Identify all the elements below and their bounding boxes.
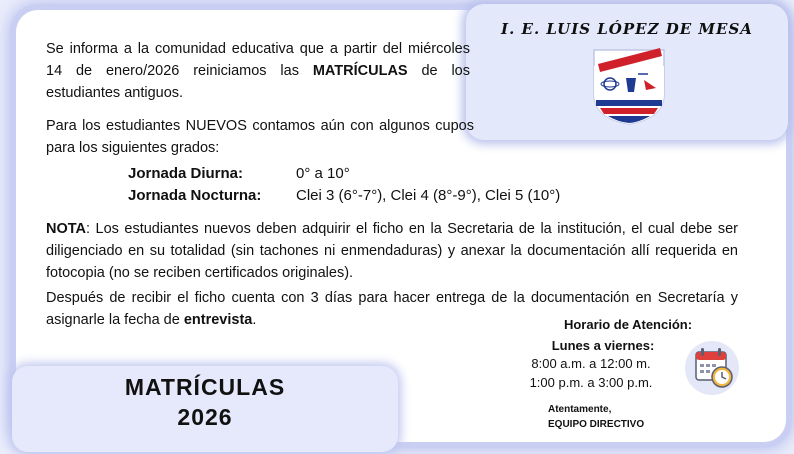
grade-row-nocturna — [128, 187, 261, 204]
new-students-paragraph: Para los estudiantes NUEVOS contamos aún con algunos cupos para los siguientes grados: — [46, 118, 474, 156]
grade-row-diurna — [128, 165, 243, 182]
school-name: I. E. LUIS LÓPEZ DE MESA — [501, 20, 753, 38]
grade-label: Jornada Nocturna: — [128, 187, 262, 204]
grade-value-diurna: 0° a 10° — [296, 165, 350, 182]
intro-paragraph: Se informa a la comunidad educativa que a partir del miércoles 14 de enero/2026 reiniciamos las MATRÍCULAS de los estudiantes antiguos. — [46, 41, 470, 101]
schedule-title: Horario de Atención: — [563, 317, 693, 332]
school-crest-logo — [590, 44, 668, 126]
calendar-clock-icon — [684, 340, 740, 396]
schedule-time-morning: 8:00 a.m. a 12:00 m. — [531, 356, 651, 371]
badge-year: 2026 — [177, 404, 233, 430]
signoff-team: EQUIPO DIRECTIVO — [548, 419, 645, 430]
interview-paragraph: Después de recibir el ficho cuenta con 3 días para hacer entrega de la documentación en Secretaría y asignarle la fecha de entrevista. — [46, 290, 738, 328]
matriculas-badge-text — [12, 372, 398, 432]
nota-paragraph: NOTA: Los estudiantes nuevos deben adquirir el ficho en la Secretaria de la institución, el cual debe ser diligenciado en su totalidad (sin tachones ni enmendaduras) y anexar la documentación allí requerida en fotocopia (no se reciben certificados originales). — [46, 221, 738, 281]
grade-value-nocturna: Clei 3 (6°-7°), Clei 4 (8°-9°), Clei 5 (10°) — [296, 187, 561, 204]
grade-label: Jornada Diurna: — [128, 165, 244, 182]
signoff-greeting: Atentamente, — [548, 404, 612, 415]
schedule-days: Lunes a viernes: — [551, 338, 655, 353]
badge-title: MATRÍCULAS — [124, 374, 286, 400]
schedule-time-afternoon: 1:00 p.m. a 3:00 p.m. — [529, 375, 653, 390]
